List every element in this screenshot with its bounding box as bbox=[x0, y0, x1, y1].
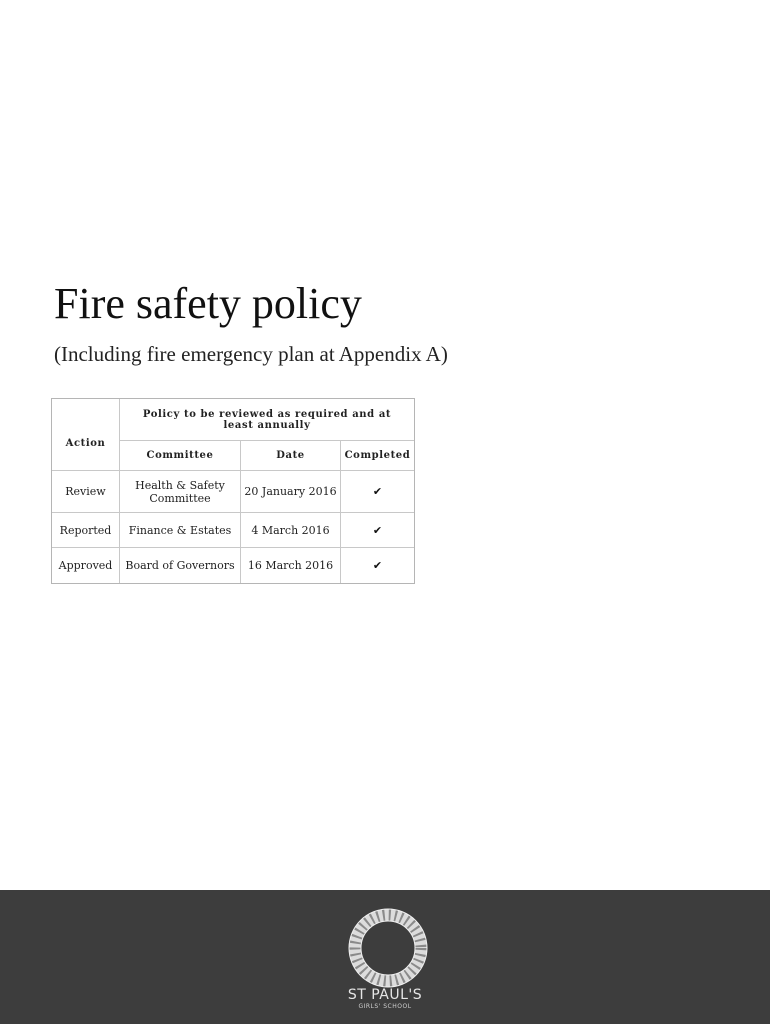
row-date: 4 March 2016 bbox=[241, 513, 341, 548]
row-date: 16 March 2016 bbox=[241, 548, 341, 583]
action-header: Action bbox=[52, 399, 120, 471]
review-table bbox=[51, 398, 415, 584]
footer-band bbox=[0, 890, 770, 1024]
row-date: 20 January 2016 bbox=[241, 471, 341, 513]
school-subtitle: GIRLS' SCHOOL bbox=[358, 1003, 412, 1010]
row-completed-check: ✔ bbox=[341, 471, 414, 513]
row-committee: Board of Governors bbox=[120, 548, 241, 583]
row-completed-check: ✔ bbox=[341, 513, 414, 548]
completed-header: Completed bbox=[341, 441, 414, 471]
row-action: Review bbox=[52, 471, 120, 513]
row-committee: Finance & Estates bbox=[120, 513, 241, 548]
date-header: Date bbox=[241, 441, 341, 471]
row-completed-check: ✔ bbox=[372, 559, 383, 572]
row-committee: Health & Safety Committee bbox=[120, 471, 241, 513]
row-action: Reported bbox=[52, 513, 120, 548]
group-header: Policy to be reviewed as required and at least annually bbox=[120, 399, 414, 441]
school-name: ST PAUL'S bbox=[347, 987, 423, 1003]
table-row bbox=[52, 548, 414, 583]
table-row bbox=[52, 513, 414, 548]
table-header-row bbox=[52, 399, 414, 441]
wreath-crest-icon bbox=[346, 906, 430, 990]
document-subtitle: (Including fire emergency plan at Appendix A) bbox=[54, 342, 448, 366]
row-action: Approved bbox=[52, 548, 120, 583]
document-title: Fire safety policy bbox=[54, 279, 362, 328]
table-row bbox=[52, 471, 414, 513]
committee-header: Committee bbox=[120, 441, 241, 471]
